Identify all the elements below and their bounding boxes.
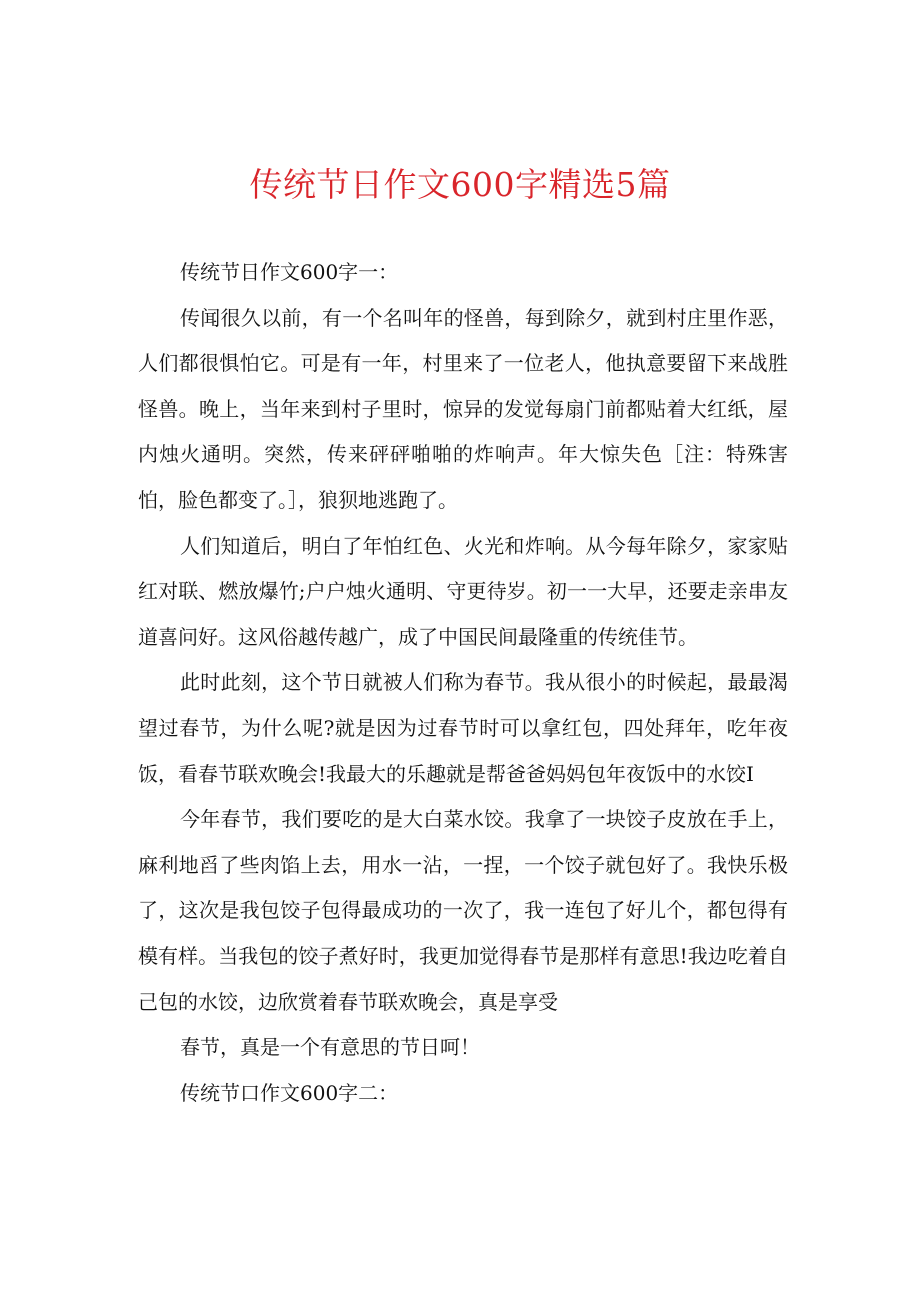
document-body [138, 250, 788, 1116]
paragraph-dumplings: 今年春节，我们要吃的是大白菜水饺。我拿了一块饺子皮放在手上，麻利地舀了些肉馅上去，用水一沾，一捏，一个饺子就包好了。我快乐极了，这次是我包饺子包得最成功的一次了，我一连包了好儿个，都包得有模有样。当我包的饺子煮好时，我更加觉得春节是那样有意思!我边吃着自己包的水饺，边欣赏着春节联欢晚会，真是享受 [138, 807, 788, 1014]
paragraph-conclusion: 春节，真是一个有意思的节日呵！ [180, 1035, 480, 1060]
paragraph-heading-one: 传统节日作文600字一： [180, 260, 399, 284]
paragraph-heading-two: 传统节口作文600字二： [180, 1080, 399, 1105]
paragraph-spring-festival: 此时此刻，这个节日就被人们称为春节。我从很小的时候起，最最渴望过春节，为什么呢?就是因为过春节时可以拿红包，四处拜年，吃年夜饭，看春节联欢晚会!我最大的乐趣就是帮爸爸妈妈包年夜饭中的水饺I [138, 670, 788, 786]
paragraph-custom: 人们知道后，明白了年怕红色、火光和炸响。从今每年除夕，家家贴红对联、燃放爆竹;户户烛火通明、守更待岁。初一一大早，还要走亲串友道喜问好。这风俗越传越广，成了中国民间最隆重的传统佳节。 [138, 533, 788, 649]
document-title: 传统节日作文600字精选5篇 [249, 165, 671, 204]
paragraph-legend: 传闻很久以前，有一个名叫年的怪兽，每到除夕，就到村庄里作恶，人们都很惧怕它。可是有一年，村里来了一位老人，他执意要留下来战胜怪兽。晚上，当年来到村子里时，惊异的发觉每扇门前都贴着大红纸，屋内烛火通明。突然，传来砰砰啪啪的炸响声。年大惊失色［注：特殊害怕，脸色都变了。］，狼狈地逃跑了。 [138, 305, 788, 512]
